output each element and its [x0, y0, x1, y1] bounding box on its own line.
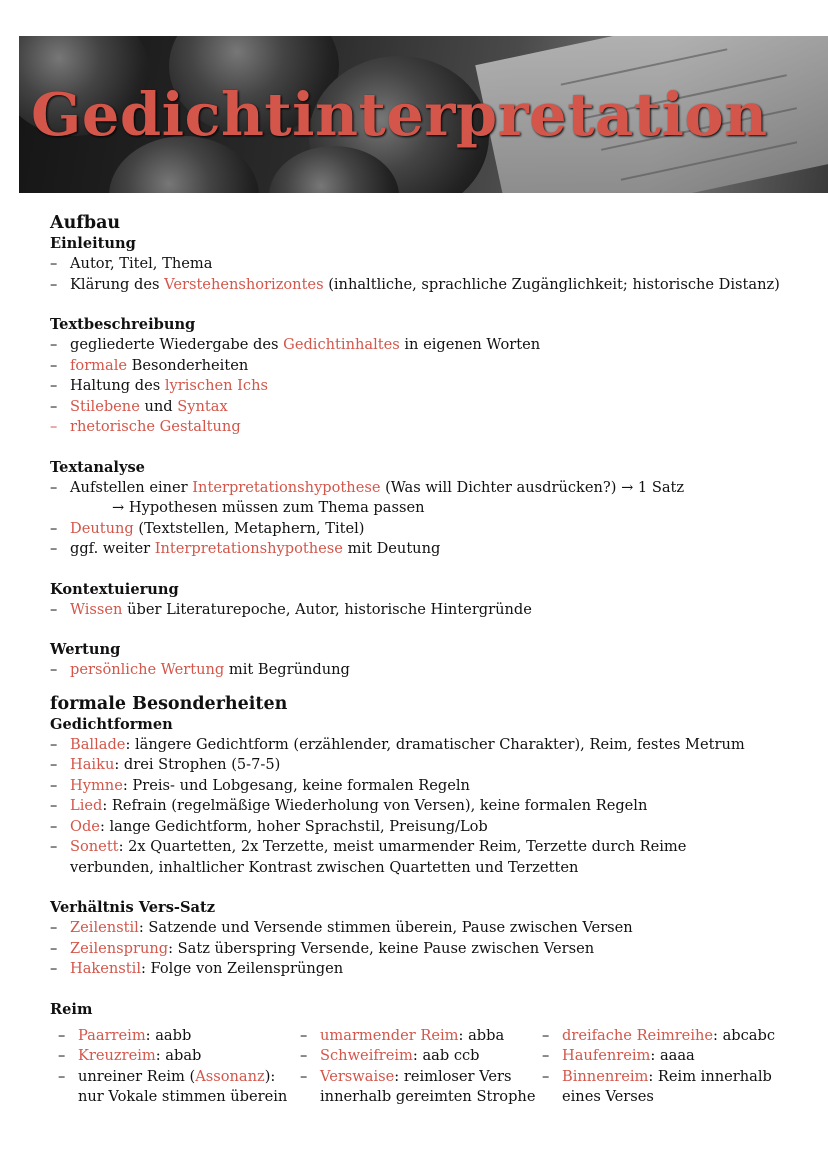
list-item: – gegliederte Wiedergabe des Gedichtinhaltes in eigenen Worten	[50, 336, 541, 353]
reim-columns	[58, 1026, 810, 1108]
subheading-textanalyse: Textanalyse	[50, 458, 145, 476]
list-item: – Hakenstil: Folge von Zeilensprüngen	[50, 960, 344, 977]
page-title: Gedichtinterpretation	[31, 80, 768, 149]
list-item: – rhetorische Gestaltung	[50, 418, 241, 435]
list-item: – unreiner Reim (Assonanz): nur Vokale stimmen überein	[58, 1067, 288, 1105]
subheading-gedichtformen: Gedichtformen	[50, 715, 173, 733]
reim-column	[58, 1026, 300, 1108]
list-item: – Stilebene und Syntax	[50, 397, 228, 415]
list-item: – Haiku: drei Strophen (5-7-5)	[50, 756, 281, 773]
list-item: – Wissen über Literaturepoche, Autor, historische Hintergründe	[50, 600, 532, 618]
reim-column	[542, 1026, 784, 1108]
reim-column	[300, 1026, 542, 1108]
list-item: – Aufstellen einer Interpretationshypothese (Was will Dichter ausdrücken?) → 1 Satz	[50, 478, 685, 496]
list-item: – Sonett: 2x Quartetten, 2x Terzette, meist umarmender Reim, Terzette durch Reime verbunden, inhaltlicher Kontrast zwischen Quartetten und Terzetten	[50, 838, 687, 876]
list-item: – Ode: lange Gedichtform, hoher Sprachstil, Preisung/Lob	[50, 817, 488, 835]
list-item: – ggf. weiter Interpretationshypothese mit Deutung	[50, 540, 441, 557]
subheading-einleitung: Einleitung	[50, 235, 136, 252]
subheading-textbeschreibung: Textbeschreibung	[50, 316, 196, 333]
list-subitem: → Hypothesen müssen zum Thema passen	[112, 499, 425, 516]
subheading-reim: Reim	[50, 1000, 93, 1018]
subheading-wertung: Wertung	[50, 641, 121, 658]
subheading-vers-satz: Verhältnis Vers-Satz	[50, 899, 216, 916]
document-body	[50, 212, 810, 1108]
list-item: – persönliche Wertung mit Begründung	[50, 661, 350, 678]
list-item: – Klärung des Verstehenshorizontes (inhaltliche, sprachliche Zugänglichkeit; historische Distanz)	[50, 275, 780, 293]
list-item: – Verswaise: reimloser Vers innerhalb gereimten Strophe	[300, 1067, 536, 1105]
list-item: – Lied: Refrain (regelmäßige Wiederholung von Versen), keine formalen Regeln	[50, 797, 648, 814]
subheading-kontextuierung: Kontextuierung	[50, 580, 179, 598]
section-heading-formale: formale Besonderheiten	[50, 693, 288, 714]
list-item: – umarmender Reim: abba	[300, 1026, 505, 1044]
list-item: – Kreuzreim: abab	[58, 1047, 202, 1064]
list-item: – Zeilensprung: Satz überspring Versende, keine Pause zwischen Versen	[50, 939, 595, 957]
list-item: – Haufenreim: aaaa	[542, 1047, 695, 1064]
section-heading-aufbau: Aufbau	[50, 213, 121, 233]
header-banner	[19, 36, 828, 193]
list-item: – Hymne: Preis- und Lobgesang, keine formalen Regeln	[50, 776, 470, 794]
list-item: – Ballade: längere Gedichtform (erzählender, dramatischer Charakter), Reim, festes Metrum	[50, 735, 745, 753]
list-item: – Autor, Titel, Thema	[50, 255, 213, 272]
list-item: – Paarreim: aabb	[58, 1026, 192, 1044]
list-item: – formale Besonderheiten	[50, 356, 249, 374]
list-item: – Schweifreim: aab ccb	[300, 1047, 480, 1064]
list-item: – Zeilenstil: Satzende und Versende stimmen überein, Pause zwischen Versen	[50, 919, 633, 936]
list-item: – dreifache Reimreihe: abcabc	[542, 1026, 776, 1044]
list-item: – Haltung des lyrischen Ichs	[50, 377, 268, 394]
list-item: – Binnenreim: Reim innerhalb eines Verses	[542, 1067, 772, 1105]
list-item: – Deutung (Textstellen, Metaphern, Titel)	[50, 519, 365, 537]
